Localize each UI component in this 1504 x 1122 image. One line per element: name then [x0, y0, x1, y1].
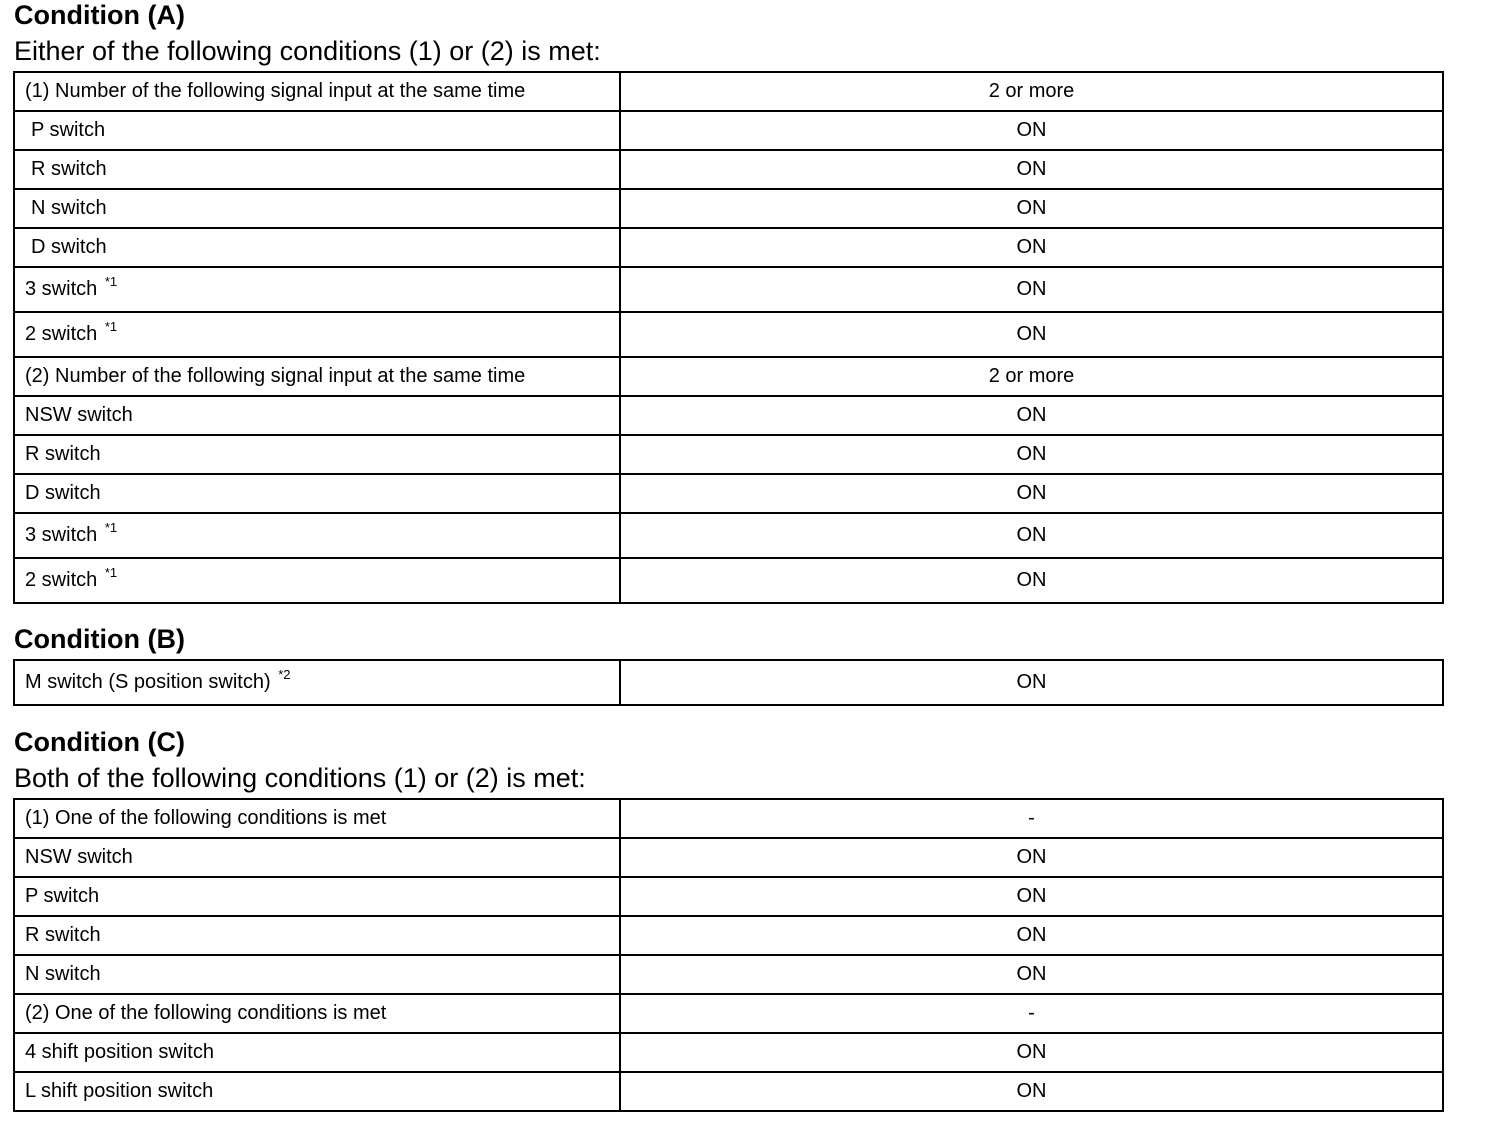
footnote-marker: *2	[278, 667, 291, 682]
row-value: ON	[620, 1072, 1443, 1111]
table-row	[14, 228, 1443, 267]
row-label: N switch	[14, 955, 620, 994]
row-value: ON	[620, 513, 1443, 558]
row-value: ON	[620, 838, 1443, 877]
row-value: ON	[620, 111, 1443, 150]
table-row	[14, 1072, 1443, 1111]
row-value: ON	[620, 955, 1443, 994]
table-row	[14, 435, 1443, 474]
row-label: P switch	[14, 877, 620, 916]
footnote-marker: *1	[104, 319, 118, 334]
row-value: ON	[620, 396, 1443, 435]
row-label-text: 2 switch	[25, 323, 98, 345]
row-label: (1) Number of the following signal input at the same time	[14, 72, 620, 111]
row-value: ON	[620, 150, 1443, 189]
row-value: -	[620, 994, 1443, 1033]
row-label	[14, 513, 620, 558]
row-label: (2) One of the following conditions is met	[14, 994, 620, 1033]
condition-b-title: Condition (B)	[14, 624, 185, 654]
row-label: 4 shift position switch	[14, 1033, 620, 1072]
table-row	[14, 267, 1443, 312]
table-row	[14, 111, 1443, 150]
row-label: D switch	[14, 474, 620, 513]
footnote-marker: *1	[104, 274, 118, 289]
row-label: NSW switch	[14, 396, 620, 435]
row-value: ON	[620, 228, 1443, 267]
row-label: (2) Number of the following signal input at the same time	[14, 357, 620, 396]
table-row	[14, 558, 1443, 603]
table-row	[14, 513, 1443, 558]
row-value: ON	[620, 877, 1443, 916]
table-row	[14, 994, 1443, 1033]
footnote-marker: *1	[104, 565, 118, 580]
row-value: ON	[620, 267, 1443, 312]
row-label-text: 3 switch	[25, 524, 98, 546]
row-label: R switch	[14, 435, 620, 474]
condition-a-title: Condition (A)	[14, 0, 185, 30]
row-value: ON	[620, 916, 1443, 955]
row-label: R switch	[14, 150, 620, 189]
row-label: P switch	[14, 111, 620, 150]
row-label: D switch	[14, 228, 620, 267]
row-label: L shift position switch	[14, 1072, 620, 1111]
row-label	[14, 660, 620, 705]
table-row	[14, 312, 1443, 357]
table-row	[14, 838, 1443, 877]
table-row	[14, 474, 1443, 513]
table-row	[14, 189, 1443, 228]
table-row	[14, 150, 1443, 189]
table-row	[14, 357, 1443, 396]
row-value: 2 or more	[620, 72, 1443, 111]
table-row	[14, 916, 1443, 955]
row-label: R switch	[14, 916, 620, 955]
table-row	[14, 72, 1443, 111]
table-row	[14, 1033, 1443, 1072]
row-value: ON	[620, 1033, 1443, 1072]
row-value: 2 or more	[620, 357, 1443, 396]
condition-c-subtitle: Both of the following conditions (1) or (2) is met:	[14, 763, 586, 793]
row-label-text: 2 switch	[25, 569, 98, 591]
row-label	[14, 558, 620, 603]
table-row	[14, 396, 1443, 435]
row-label	[14, 312, 620, 357]
row-value: ON	[620, 558, 1443, 603]
row-value: -	[620, 799, 1443, 838]
footnote-marker: *1	[104, 520, 118, 535]
table-row	[14, 799, 1443, 838]
condition-a-subtitle: Either of the following conditions (1) or (2) is met:	[14, 36, 601, 66]
row-value: ON	[620, 474, 1443, 513]
condition-a-table	[13, 71, 1444, 604]
table-row	[14, 955, 1443, 994]
condition-c-title: Condition (C)	[14, 727, 185, 757]
row-label: NSW switch	[14, 838, 620, 877]
row-value: ON	[620, 660, 1443, 705]
row-label	[14, 267, 620, 312]
row-label: (1) One of the following conditions is met	[14, 799, 620, 838]
row-value: ON	[620, 312, 1443, 357]
condition-c-table	[13, 798, 1444, 1112]
table-row	[14, 660, 1443, 705]
row-label-text: 3 switch	[25, 278, 98, 300]
row-label: N switch	[14, 189, 620, 228]
table-row	[14, 877, 1443, 916]
row-value: ON	[620, 189, 1443, 228]
row-label-text: M switch (S position switch)	[25, 671, 271, 693]
row-value: ON	[620, 435, 1443, 474]
condition-b-table	[13, 659, 1444, 706]
